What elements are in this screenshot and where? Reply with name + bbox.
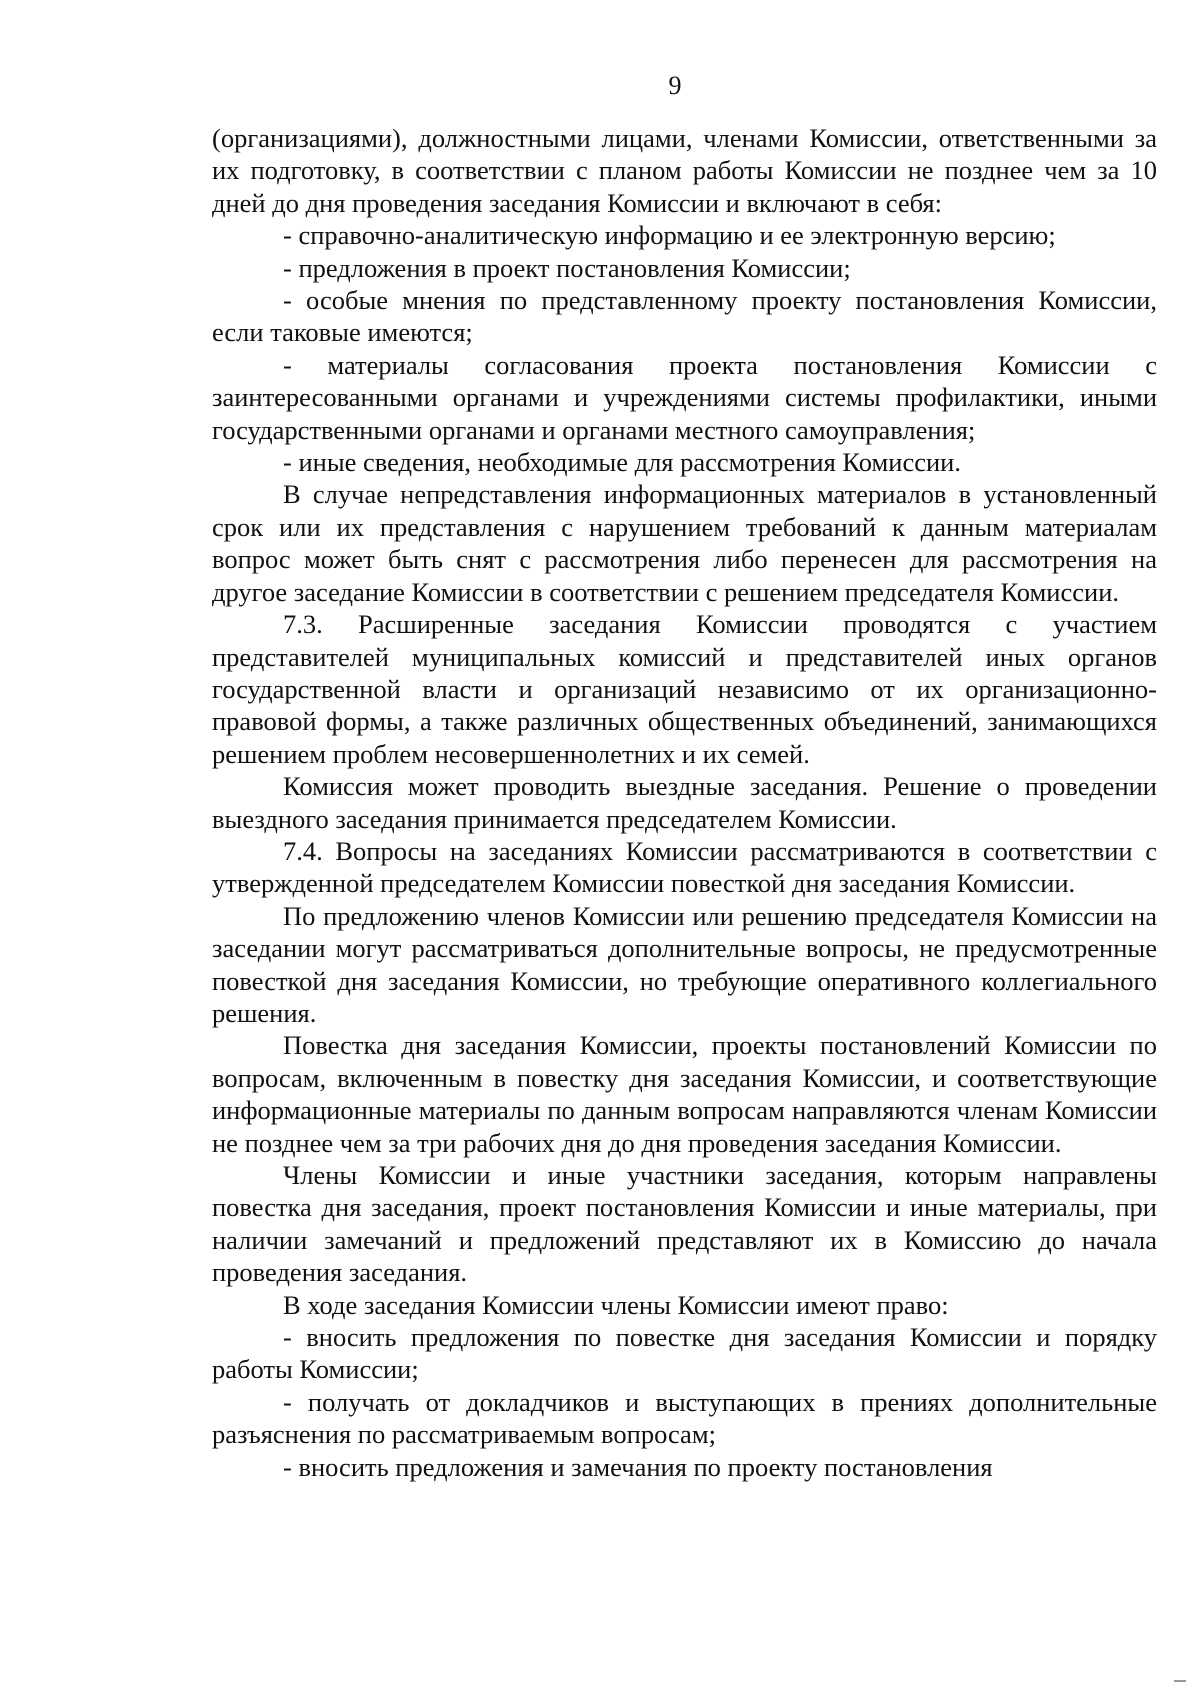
scan-artifact — [1174, 1680, 1186, 1682]
document-body — [212, 122, 1157, 1483]
list-item-reference-info: - справочно-аналитическую информацию и ее электронную версию; — [283, 220, 1056, 251]
list-item-clarifications: - получать от докладчиков и выступающих в прениях дополнительные разъяснения по рассматриваемым вопросам; — [212, 1386, 1157, 1450]
paragraph-agenda-distribution: Повестка дня заседания Комиссии, проекты постановлений Комиссии по вопросам, включенным в повестку дня заседания Комиссии, и соответствующие информационные материалы по данным вопросам направляются членам Комиссии не позднее чем за три рабочих дня до дня проведения заседания Комиссии. — [212, 1030, 1157, 1158]
list-item-proposals: - предложения в проект постановления Комиссии; — [283, 252, 851, 283]
paragraph-continued-list-intro: (организациями), должностными лицами, членами Комиссии, ответственными за их подготовку, в соответствии с планом работы Комиссии не позднее чем за 10 дней до дня проведения заседания Комиссии и включают в себя: — [212, 123, 1157, 218]
paragraph-7-3: 7.3. Расширенные заседания Комиссии проводятся с участием представителей муниципальных комиссий и представителей иных органов государственной власти и организаций независимо от их организационно-правовой формы, а также различных общественных объединений, занимающихся решением проблем несовершеннолетних и их семей. — [212, 609, 1157, 769]
list-item-special-opinions: - особые мнения по представленному проекту постановления Комиссии, если таковые имеются; — [212, 285, 1157, 348]
list-item-approval-materials: - материалы согласования проекта постановления Комиссии с заинтересованными органами и учреждениями системы профилактики, иными государственными органами и органами местного самоуправления; — [212, 349, 1157, 445]
paragraph-non-submission: В случае непредставления информационных материалов в установленный срок или их представления с нарушением требований к данным материалам вопрос может быть снят с рассмотрения либо перенесен для рассмотрения на другое заседание Комиссии в соответствии с решением председателя Комиссии. — [212, 479, 1157, 607]
list-item-draft-remarks: - вносить предложения и замечания по проекту постановления — [283, 1451, 993, 1482]
paragraph-remarks-submission: Члены Комиссии и иные участники заседания, которым направлены повестка дня заседания, проект постановления Комиссии и иные материалы, при наличии замечаний и предложений представляют их в Комиссию до начала проведения заседания. — [212, 1160, 1157, 1288]
list-item-other-info: - иные сведения, необходимые для рассмотрения Комиссии. — [283, 447, 961, 478]
list-item-agenda-proposals: - вносить предложения по повестке дня заседания Комиссии и порядку работы Комиссии; — [212, 1322, 1157, 1385]
paragraph-offsite-meetings: Комиссия может проводить выездные заседания. Решение о проведении выездного заседания принимается председателем Комиссии. — [212, 771, 1157, 834]
paragraph-additional-questions: По предложению членов Комиссии или решению председателя Комиссии на заседании могут рассматриваться дополнительные вопросы, не предусмотренные повесткой дня заседания Комиссии, но требующие оперативного коллегиального решения. — [212, 900, 1157, 1028]
paragraph-7-4: 7.4. Вопросы на заседаниях Комиссии рассматриваются в соответствии с утвержденной председателем Комиссии повесткой дня заседания Комиссии. — [212, 835, 1157, 899]
page-number: 9 — [668, 71, 682, 100]
paragraph-member-rights-intro: В ходе заседания Комиссии члены Комиссии имеют право: — [283, 1289, 949, 1320]
